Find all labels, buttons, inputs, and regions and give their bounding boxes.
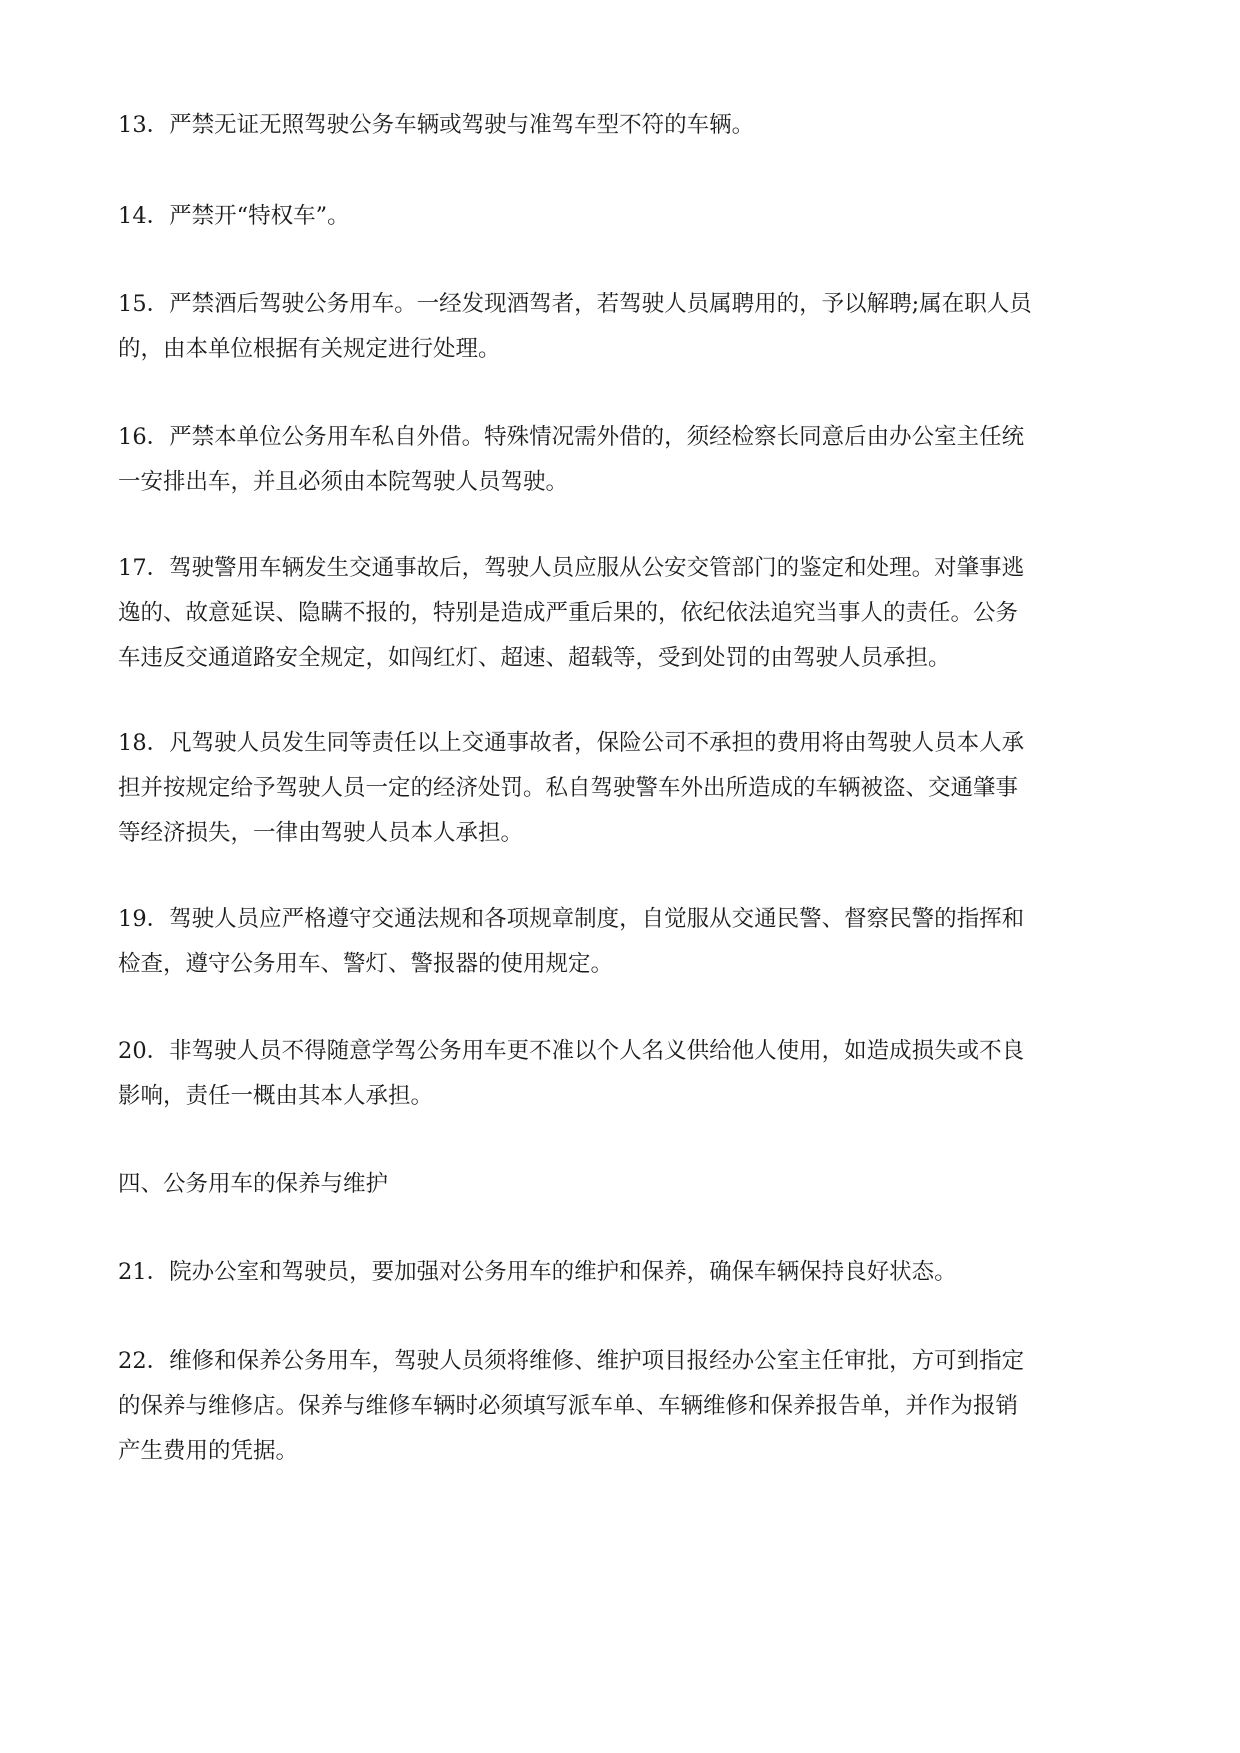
text-line: 车违反交通道路安全规定，如闯红灯、超速、超载等，受到处罚的由驾驶人员承担。 — [118, 645, 951, 671]
text-line: 14．严禁开“特权车”。 — [118, 203, 350, 229]
text-line: 检查，遵守公务用车、警灯、警报器的使用规定。 — [118, 951, 614, 977]
section-heading — [118, 1162, 1128, 1207]
text-line: 逸的、故意延误、隐瞒不报的，特别是造成严重后果的，依纪依法追究当事人的责任。公务 — [118, 600, 1019, 626]
text-line: 的保养与维修店。保养与维修车辆时必须填写派车单、车辆维修和保养报告单，并作为报销 — [118, 1393, 1019, 1419]
text-line: 16．严禁本单位公务用车私自外借。特殊情况需外借的，须经检察长同意后由办公室主任统 — [118, 424, 1025, 450]
paragraph-22 — [118, 1339, 1128, 1474]
paragraph-16 — [118, 415, 1128, 505]
text-line: 一安排出车，并且必须由本院驾驶人员驾驶。 — [118, 469, 569, 495]
text-line: 19．驾驶人员应严格遵守交通法规和各项规章制度，自觉服从交通民警、督察民警的指挥和 — [118, 906, 1025, 932]
text-line: 17．驾驶警用车辆发生交通事故后，驾驶人员应服从公安交管部门的鉴定和处理。对肇事逃 — [118, 555, 1025, 581]
paragraph-18 — [118, 721, 1128, 856]
text-line: 22．维修和保养公务用车，驾驶人员须将维修、维护项目报经办公室主任审批，方可到指定 — [118, 1348, 1025, 1374]
text-line: 18．凡驾驶人员发生同等责任以上交通事故者，保险公司不承担的费用将由驾驶人员本人承 — [118, 730, 1025, 756]
text-line: 四、公务用车的保养与维护 — [118, 1171, 389, 1197]
paragraph-20 — [118, 1029, 1128, 1119]
paragraph-17 — [118, 546, 1128, 681]
text-line: 产生费用的凭据。 — [118, 1438, 299, 1464]
paragraph-21 — [118, 1250, 1128, 1295]
text-line: 影响，责任一概由其本人承担。 — [118, 1083, 434, 1109]
text-line: 的，由本单位根据有关规定进行处理。 — [118, 336, 501, 362]
paragraph-19 — [118, 897, 1128, 987]
text-line: 担并按规定给予驾驶人员一定的经济处罚。私自驾驶警车外出所造成的车辆被盗、交通肇事 — [118, 775, 1019, 801]
text-line: 等经济损失，一律由驾驶人员本人承担。 — [118, 820, 524, 846]
paragraph-14 — [118, 194, 1128, 239]
text-line: 20．非驾驶人员不得随意学驾公务用车更不准以个人名义供给他人使用，如造成损失或不良 — [118, 1038, 1025, 1064]
paragraph-15 — [118, 282, 1128, 372]
text-line: 21．院办公室和驾驶员，要加强对公务用车的维护和保养，确保车辆保持良好状态。 — [118, 1259, 957, 1285]
text-line: 15．严禁酒后驾驶公务用车。一经发现酒驾者，若驾驶人员属聘用的，予以解聘;属在职人员 — [118, 291, 1032, 317]
text-line: 13．严禁无证无照驾驶公务车辆或驾驶与准驾车型不符的车辆。 — [118, 112, 755, 138]
paragraph-13 — [118, 103, 1128, 148]
